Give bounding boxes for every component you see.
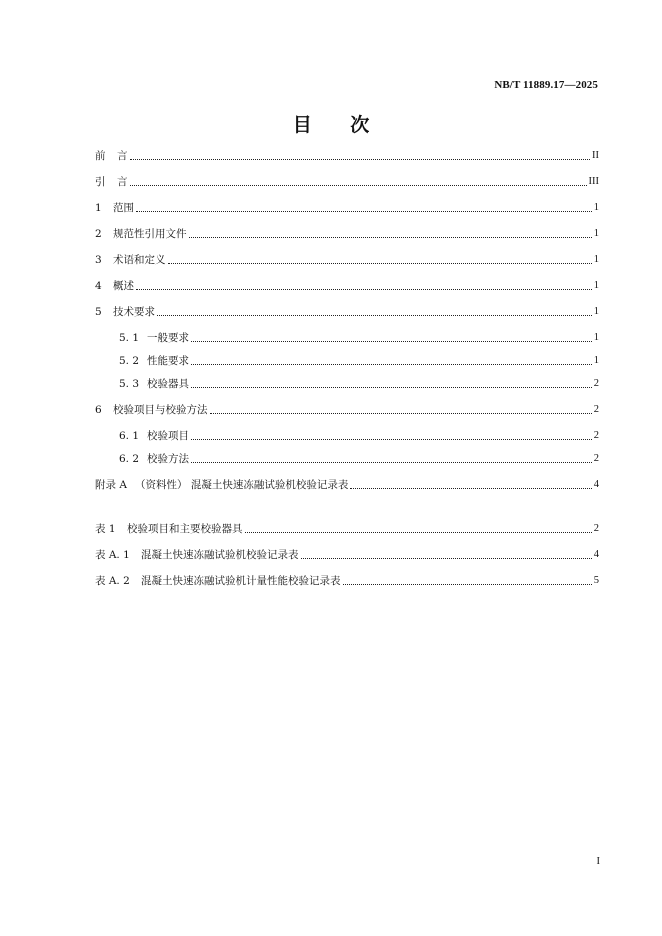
toc-entry-page: III	[588, 176, 599, 187]
toc-entry-performance-requirements[interactable]	[119, 352, 599, 368]
dot-leader	[130, 185, 587, 186]
toc-entry-normative-references[interactable]	[95, 225, 599, 241]
dot-leader	[189, 237, 592, 238]
toc-entry-number: 表 1	[95, 523, 116, 535]
toc-entry-label: 性能要求	[147, 355, 189, 367]
toc-entry-number: 表 A. 1	[95, 549, 130, 561]
toc-entry-page: 2	[593, 430, 599, 441]
dot-leader	[130, 159, 591, 160]
dot-leader	[136, 289, 592, 290]
table-list-entry-table-1[interactable]	[95, 520, 599, 536]
toc-entry-page: 1	[593, 332, 599, 343]
toc-entry-general-requirements[interactable]	[119, 329, 599, 345]
toc-entry-label: 技术要求	[113, 306, 155, 318]
toc-entry-foreword[interactable]	[95, 147, 599, 163]
dot-leader	[191, 439, 592, 440]
toc-entry-page: 1	[593, 202, 599, 213]
toc-entry-terms-definitions[interactable]	[95, 251, 599, 267]
toc-entry-label: 校验器具	[147, 378, 189, 390]
toc-entry-page: 2	[593, 404, 599, 415]
dot-leader	[191, 341, 592, 342]
toc-entry-page: 4	[593, 479, 599, 490]
toc-entry-label: 术语和定义	[113, 254, 166, 266]
toc-entry-label: 校验项目与校验方法	[113, 404, 208, 416]
toc-entry-label: 规范性引用文件	[113, 228, 187, 240]
toc-entry-label: 校验项目	[147, 430, 189, 442]
dot-leader	[168, 263, 592, 264]
dot-leader	[210, 413, 592, 414]
dot-leader	[343, 584, 592, 585]
toc-entry-label: 混凝土快速冻融试验机计量性能校验记录表	[141, 575, 341, 587]
dot-leader	[136, 211, 592, 212]
table-list-entry-table-a1[interactable]	[95, 546, 599, 562]
toc-entry-number: 5	[95, 306, 102, 318]
standard-number: NB/T 11889.17—2025	[494, 79, 598, 91]
toc-entry-number: 附录 A	[95, 479, 127, 491]
toc-entry-calibration-instruments[interactable]	[119, 375, 599, 391]
toc-entry-number: 2	[95, 228, 102, 240]
toc-entry-number: 引	[95, 176, 106, 188]
toc-entry-number: 5. 3	[119, 378, 140, 390]
dot-leader	[301, 558, 592, 559]
toc-entry-number: 3	[95, 254, 102, 266]
toc-entry-page: 1	[593, 254, 599, 265]
toc-entry-label: 混凝土快速冻融试验机校验记录表	[141, 549, 299, 561]
toc-entry-label: 校验项目和主要校验器具	[127, 523, 243, 535]
toc-entry-calibration-items[interactable]	[119, 427, 599, 443]
toc-entry-page: 2	[593, 523, 599, 534]
table-list-entry-table-a2[interactable]	[95, 572, 599, 588]
toc-entry-calibration-items-methods[interactable]	[95, 401, 599, 417]
toc-entry-technical-requirements[interactable]	[95, 303, 599, 319]
dot-leader	[350, 488, 591, 489]
toc-entry-number: 表 A. 2	[95, 575, 130, 587]
toc-entry-page: 4	[593, 549, 599, 560]
toc-entry-overview[interactable]	[95, 277, 599, 293]
toc-entry-appendix-a[interactable]	[95, 476, 599, 492]
dot-leader	[191, 364, 592, 365]
toc-entry-scope[interactable]	[95, 199, 599, 215]
toc-entry-number: 5. 1	[119, 332, 140, 344]
toc-entry-calibration-methods[interactable]	[119, 450, 599, 466]
toc-entry-label: 言	[117, 150, 128, 162]
toc-entry-number: 6. 1	[119, 430, 140, 442]
toc-entry-page: 1	[593, 280, 599, 291]
toc-entry-page: 2	[593, 378, 599, 389]
toc-entry-page: 5	[593, 575, 599, 586]
toc-entry-page: II	[592, 150, 599, 161]
toc-entry-page: 1	[593, 306, 599, 317]
toc-entry-label: （资料性） 混凝土快速冻融试验机校验记录表	[135, 479, 349, 491]
toc-entry-introduction[interactable]	[95, 173, 599, 189]
toc-entry-page: 1	[593, 355, 599, 366]
toc-entry-page: 2	[593, 453, 599, 464]
dot-leader	[157, 315, 592, 316]
toc-entry-label: 校验方法	[147, 453, 189, 465]
toc-entry-label: 一般要求	[147, 332, 189, 344]
toc-entry-page: 1	[593, 228, 599, 239]
toc-entry-number: 6. 2	[119, 453, 140, 465]
dot-leader	[245, 532, 592, 533]
toc-entry-number: 前	[95, 150, 106, 162]
toc-heading: 目 次	[292, 114, 386, 136]
toc-entry-label: 言	[117, 176, 128, 188]
toc-entry-label: 概述	[113, 280, 134, 292]
dot-leader	[191, 462, 592, 463]
toc-entry-number: 4	[95, 280, 102, 292]
toc-entry-number: 6	[95, 404, 102, 416]
toc-entry-label: 范围	[113, 202, 134, 214]
page-number: I	[596, 856, 600, 867]
dot-leader	[191, 387, 592, 388]
toc-entry-number: 1	[95, 202, 102, 214]
toc-entry-number: 5. 2	[119, 355, 140, 367]
